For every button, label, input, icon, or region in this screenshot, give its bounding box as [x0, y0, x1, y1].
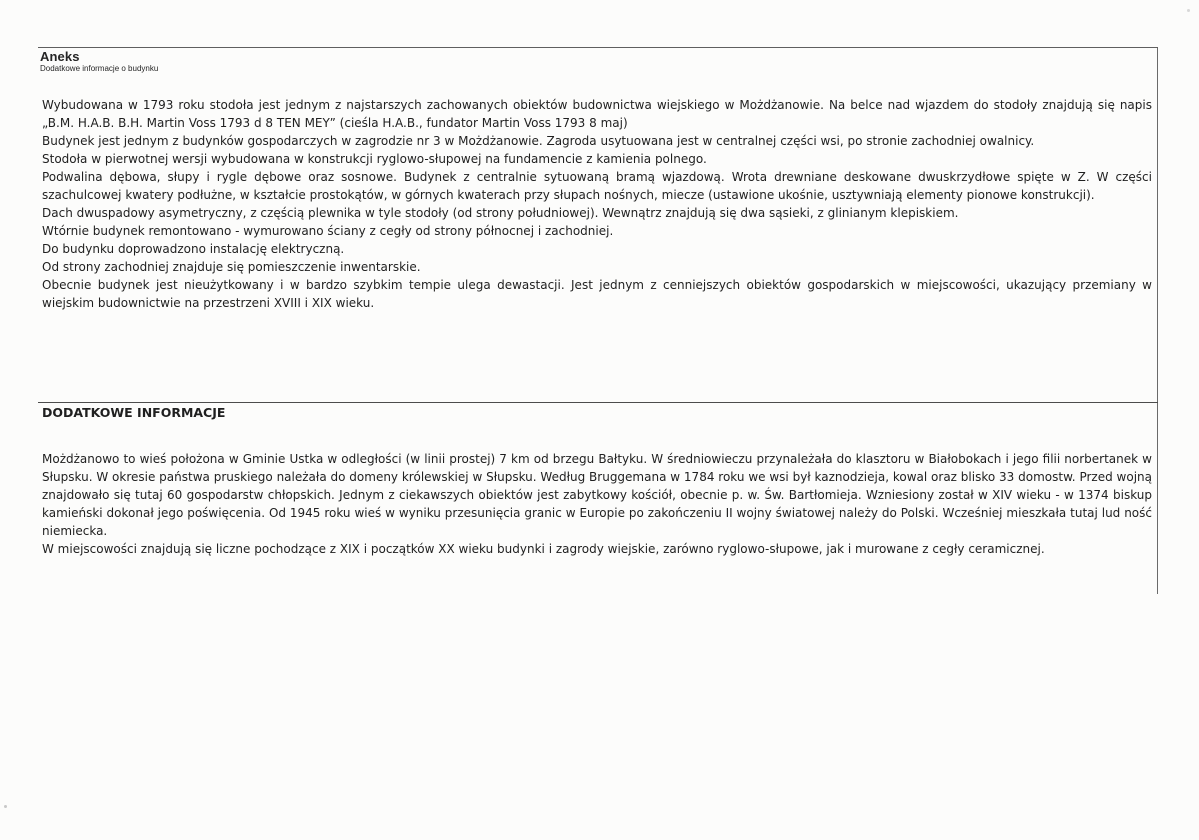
annex-paragraph: Wybudowana w 1793 roku stodoła jest jednym z najstarszych zachowanych obiektów budownictwa wiejskiego w Możdżanowie. Na belce nad wjazdem do stodoły znajdują się napis „B.M. H.A.B. B.H. Martin Voss 1793 d 8 TEN MEY” (cieśla H.A.B., fundator Martin Voss 1793 8 maj) [42, 98, 1152, 130]
right-border-rule [1157, 48, 1158, 594]
annex-paragraph: Podwalina dębowa, słupy i rygle dębowe oraz sosnowe. Budynek z centralnie sytuowaną bramą wjazdową. Wrota drewniane deskowane dwuskrzydłowe spięte w Z. W części szachulcowej kwatery podłużne, w kształcie prostokątów, w górnych kwaterach przy słupach nośnych, miecze (ustawione ukośnie, usztywniają elementy pionowe konstrukcji). [42, 170, 1152, 202]
section-divider [38, 402, 1158, 403]
additional-info-heading: DODATKOWE INFORMACJE [42, 405, 226, 420]
annex-paragraph: Od strony zachodniej znajduje się pomieszczenie inwentarskie. [42, 260, 421, 274]
scan-speck [4, 805, 7, 808]
annex-paragraph: Wtórnie budynek remontowano - wymurowano ściany z cegły od strony północnej i zachodniej. [42, 224, 614, 238]
scan-speck [1187, 9, 1190, 12]
annex-paragraph: Do budynku doprowadzono instalację elektryczną. [42, 242, 345, 256]
annex-subtitle: Dodatkowe informacje o budynku [40, 64, 159, 73]
annex-body [42, 96, 1152, 312]
annex-title: Aneks [40, 49, 80, 64]
annex-header [40, 49, 740, 74]
annex-paragraph: Dach dwuspadowy asymetryczny, z częścią plewnika w tyle stodoły (od strony południowej). Wewnątrz znajdują się dwa sąsieki, z glinianym klepiskiem. [42, 206, 959, 220]
annex-paragraph: Budynek jest jednym z budynków gospodarczych w zagrodzie nr 3 w Możdżanowie. Zagroda usytuowana jest w centralnej części wsi, po stronie zachodniej owalnicy. [42, 134, 1035, 148]
additional-paragraph: Możdżanowo to wieś położona w Gminie Ustka w odległości (w linii prostej) 7 km od brzegu Bałtyku. W średniowieczu przynależała do klasztoru w Białobokach i jego filii norbertanek w Słupsku. W okresie państwa pruskiego należała do domeny królewskiej w Słupsku. Według Bruggemana w 1784 roku we wsi był kaznodzieja, kowal oraz blisko 33 domostw. Przed wojną znajdowało się tutaj 60 gospodarstw chłopskich. Jednym z ciekawszych obiektów jest zabytkowy kościół, obecnie p. w. Św. Bartłomieja. Wzniesiony został w XIV wieku - w 1374 biskup kamieński dokonał jego poświęcenia. Od 1945 roku wieś w wyniku przesunięcia granic w Europie po zakończeniu II wojny światowej należy do Polski. Wcześniej mieszkała tutaj lud ność niemiecka. [42, 452, 1152, 538]
annex-paragraph: Obecnie budynek jest nieużytkowany i w bardzo szybkim tempie ulega dewastacji. Jest jednym z cenniejszych obiektów gospodarskich w miejscowości, ukazujący przemiany w wiejskim budownictwie na przestrzeni XVIII i XIX wieku. [42, 278, 1152, 310]
additional-paragraph: W miejscowości znajdują się liczne pochodzące z XIX i początków XX wieku budynki i zagrody wiejskie, zarówno ryglowo-słupowe, jak i murowane z cegły ceramicznej. [42, 542, 1045, 556]
additional-info-body [42, 450, 1152, 558]
annex-frame [38, 47, 1158, 593]
annex-paragraph: Stodoła w pierwotnej wersji wybudowana w konstrukcji ryglowo-słupowej na fundamencie z kamienia polnego. [42, 152, 707, 166]
